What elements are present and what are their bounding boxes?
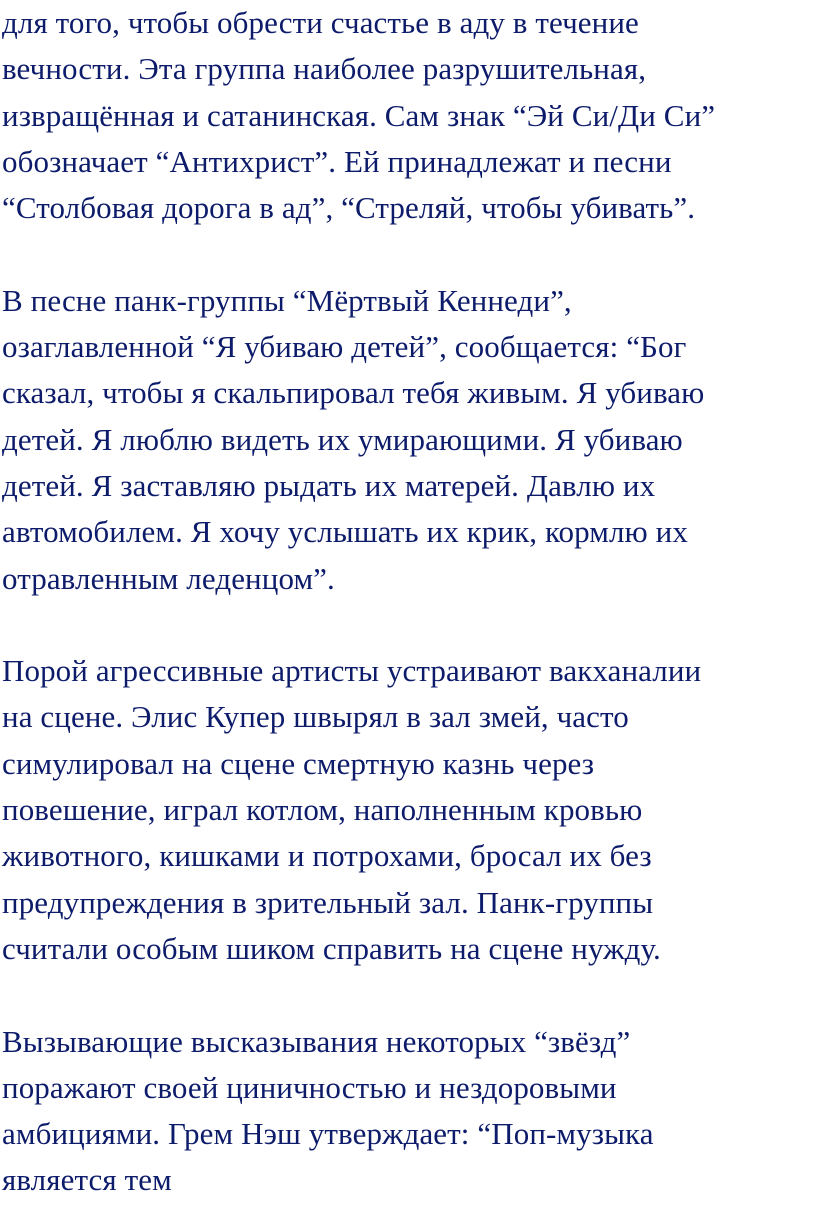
text-line: извращённая и сатанинская. Сам знак “Эй Си/Ди Си” xyxy=(2,97,716,133)
text-line: на сцене. Элис Купер швырял в зал змей, часто xyxy=(2,699,629,735)
text-line: вечности. Эта группа наиболее разрушительная, xyxy=(2,51,647,87)
text-line: В песне панк-группы “Мёртвый Кеннеди”, xyxy=(2,282,572,318)
text-line: озаглавленной “Я убиваю детей”, сообщается: “Бог xyxy=(2,329,687,365)
text-line: считали особым шиком справить на сцене нужду. xyxy=(2,930,661,966)
text-line: Вызывающие высказывания некоторых “звёзд” xyxy=(2,1023,631,1059)
text-line: для того, чтобы обрести счастье в аду в течение xyxy=(2,5,639,40)
paragraph-3 xyxy=(2,648,814,972)
text-line: предупреждения в зрительный зал. Панк-группы xyxy=(2,884,654,920)
text-line: повешение, играл котлом, наполненным кровью xyxy=(2,792,643,828)
document-body xyxy=(2,0,814,1204)
text-line: сказал, чтобы я скальпировал тебя живым. Я убиваю xyxy=(2,375,705,411)
text-line: животного, кишками и потрохами, бросал их без xyxy=(2,838,652,874)
text-line: обозначает “Антихрист”. Ей принадлежат и песни xyxy=(2,143,672,179)
paragraph-spacer xyxy=(2,602,814,648)
paragraph-1 xyxy=(2,0,814,231)
text-line: симулировал на сцене смертную казнь через xyxy=(2,745,595,781)
text-line: автомобилем. Я хочу услышать их крик, кормлю их xyxy=(2,514,688,550)
text-line: “Столбовая дорога в ад”, “Стреляй, чтобы убивать”. xyxy=(2,190,696,226)
text-line: отравленным леденцом”. xyxy=(2,560,335,596)
text-line: детей. Я люблю видеть их умирающими. Я убиваю xyxy=(2,421,683,457)
paragraph-4 xyxy=(2,1019,814,1204)
text-line: является тем xyxy=(2,1162,172,1198)
text-line: Порой агрессивные артисты устраивают вакханалии xyxy=(2,653,702,689)
text-line: поражают своей циничностью и нездоровыми xyxy=(2,1069,617,1105)
paragraph-spacer xyxy=(2,972,814,1018)
paragraph-spacer xyxy=(2,231,814,277)
text-line: амбициями. Грем Нэш утверждает: “Поп-музыка xyxy=(2,1116,654,1152)
paragraph-2 xyxy=(2,278,814,602)
text-line: детей. Я заставляю рыдать их матерей. Давлю их xyxy=(2,467,656,503)
